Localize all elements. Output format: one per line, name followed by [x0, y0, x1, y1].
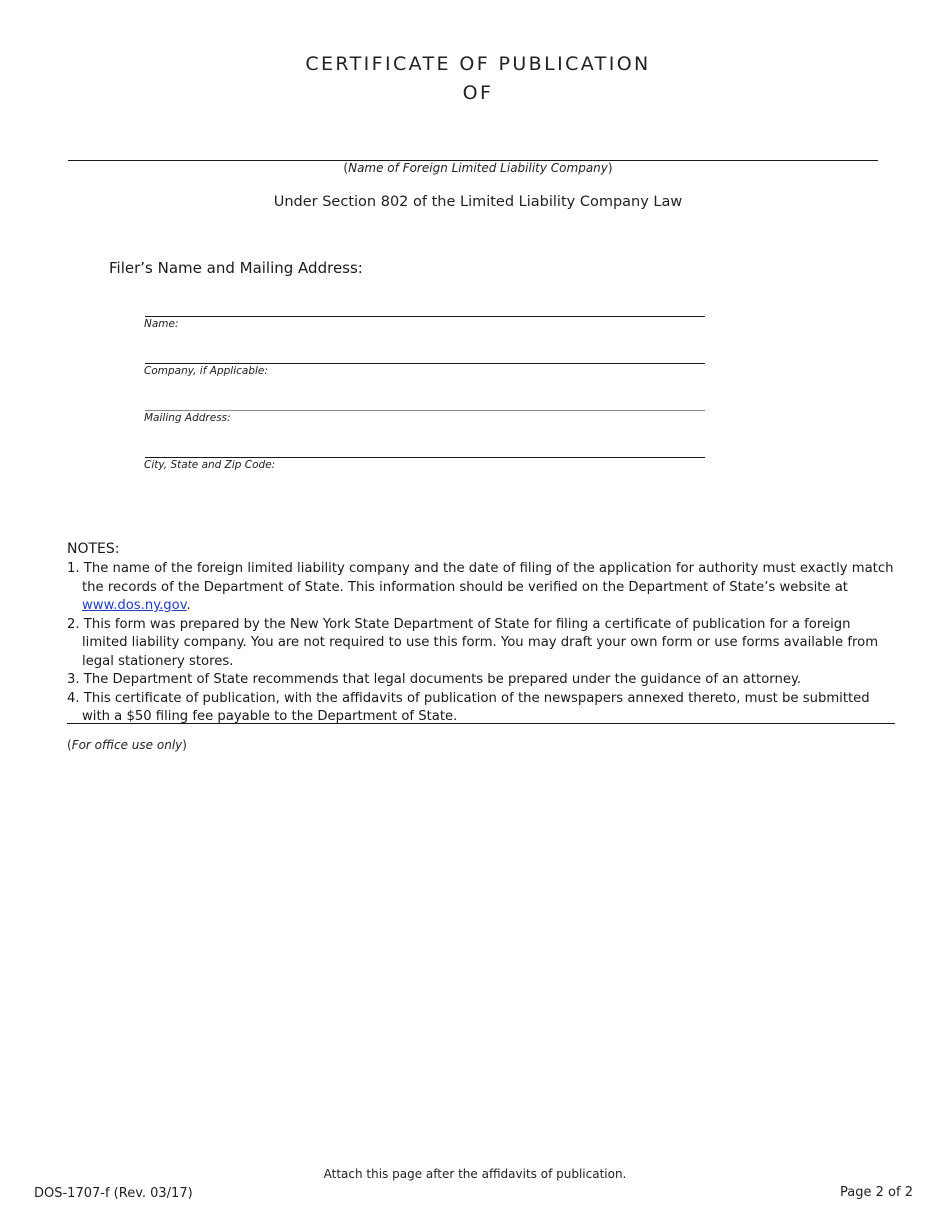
dos-website-link[interactable]: www.dos.ny.gov [82, 598, 187, 613]
caption-paren-open: ( [343, 161, 349, 175]
city-state-zip-field-line[interactable] [145, 457, 705, 458]
document-title-of: OF [462, 82, 494, 104]
note-item: 3. The Department of State recommends that legal documents be prepared under the guidance of an attorney. [67, 672, 802, 687]
office-use-paren-close: ) [182, 738, 187, 752]
mailing-address-field-label: Mailing Address: [144, 412, 231, 424]
office-use-text: For office use only [71, 738, 183, 752]
page-number: Page 2 of 2 [840, 1185, 913, 1200]
company-field-line[interactable] [145, 363, 705, 364]
document-title: CERTIFICATE OF PUBLICATION [305, 53, 651, 75]
company-field-label: Company, if Applicable: [144, 365, 268, 377]
notes-list [67, 560, 897, 727]
attach-instruction: Attach this page after the affidavits of publication. [323, 1167, 627, 1181]
filer-heading: Filer’s Name and Mailing Address: [109, 259, 363, 277]
caption-paren-close: ) [607, 161, 613, 175]
form-identifier: DOS-1707-f (Rev. 03/17) [34, 1186, 193, 1201]
office-use-label [67, 738, 187, 752]
note-1-end: . [186, 598, 191, 613]
city-state-zip-field-label: City, State and Zip Code: [144, 459, 276, 471]
name-field-line[interactable] [145, 316, 705, 317]
statute-subtitle: Under Section 802 of the Limited Liability Company Law [273, 194, 683, 210]
note-1-text: 1. The name of the foreign limited liability company and the date of filing of the application for authority must exactly match the records of the Department of State. This information should be verified on the Department of State’s website at [67, 561, 894, 595]
name-field-label: Name: [144, 318, 179, 330]
note-item: 4. This certificate of publication, with the affidavits of publication of the newspapers annexed thereto, must be submitted with a $50 filing fee payable to the Department of State. [67, 690, 870, 724]
note-item [67, 560, 897, 616]
caption-text: Name of Foreign Limited Liability Company [348, 161, 608, 175]
company-name-caption [0, 161, 950, 175]
notes-title: NOTES: [67, 541, 120, 557]
note-item: 2. This form was prepared by the New York State Department of State for filing a certificate of publication for a foreign limited liability company. You are not required to use this form. You may draft your own form or use forms available from legal stationery stores. [67, 616, 879, 669]
office-use-divider [67, 723, 895, 724]
mailing-address-field-line[interactable] [145, 410, 705, 411]
office-use-paren-open: ( [67, 738, 72, 752]
